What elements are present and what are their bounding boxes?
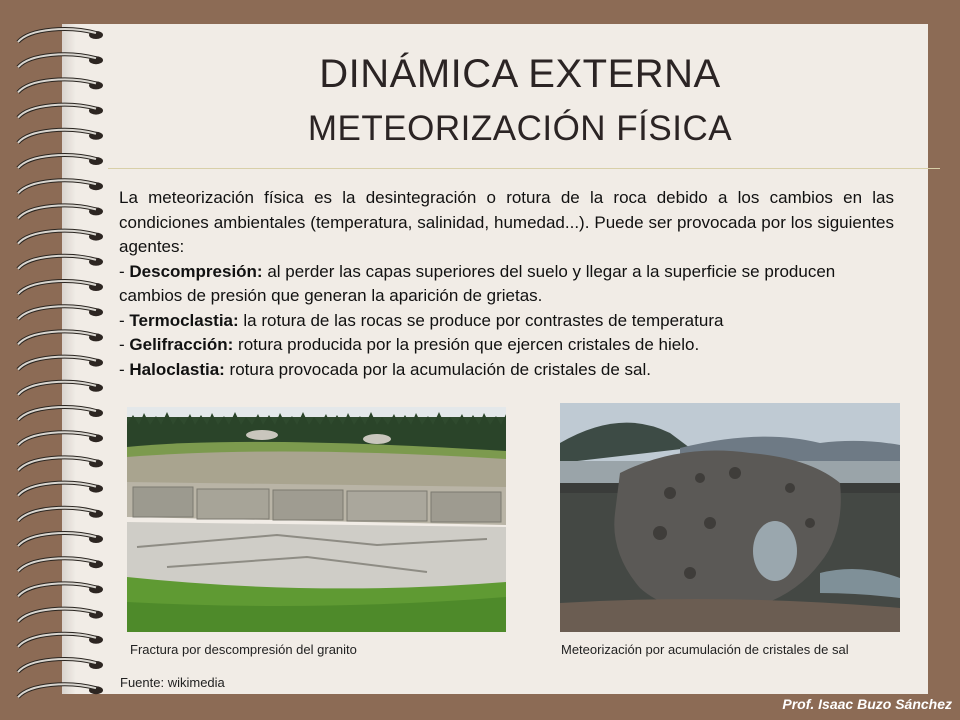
agent-item-descompresion [119, 260, 894, 309]
salt-caption: Meteorización por acumulación de cristales de sal [561, 642, 849, 657]
agent-prefix: - [119, 359, 130, 379]
agent-prefix: - [119, 261, 130, 281]
author-credit: Prof. Isaac Buzo Sánchez [782, 696, 952, 712]
spiral-ring [18, 29, 103, 42]
spiral-ring [18, 205, 103, 218]
spiral-ring [18, 483, 103, 496]
agent-description: rotura producida por la presión que ejercen cristales de hielo. [233, 335, 700, 354]
agent-item-haloclastia [119, 358, 894, 383]
spiral-ring [18, 281, 103, 294]
spiral-ring [18, 231, 103, 244]
spiral-ring [18, 105, 103, 118]
spiral-ring [18, 583, 103, 596]
spiral-ring [18, 256, 103, 269]
agent-term: Haloclastia: [129, 359, 225, 379]
spiral-ring [18, 684, 103, 697]
spiral-ring [18, 382, 103, 395]
agent-prefix: - [119, 310, 130, 330]
spiral-ring [18, 306, 103, 319]
image-source: Fuente: wikimedia [120, 675, 225, 690]
spiral-binding [0, 0, 110, 720]
spiral-ring [18, 533, 103, 546]
spiral-ring [18, 130, 103, 143]
spiral-ring [18, 508, 103, 521]
spiral-ring [18, 79, 103, 92]
agent-description: al perder las capas superiores del suelo y llegar a la superficie se producen cambios de presión que generan la aparición de grietas. [119, 261, 836, 305]
title-divider [108, 168, 940, 169]
slide-title: DINÁMICA EXTERNA [319, 52, 721, 96]
spiral-ring [18, 634, 103, 647]
agent-term: Gelifracción: [129, 335, 234, 354]
spiral-ring [18, 331, 103, 344]
spiral-ring [18, 357, 103, 370]
body-text [119, 186, 894, 382]
spiral-ring [18, 407, 103, 420]
spiral-ring [18, 155, 103, 168]
agent-description: rotura provocada por la acumulación de cristales de sal. [224, 359, 651, 379]
agent-item-termoclastia [119, 309, 894, 334]
agent-term: Descompresión: [129, 261, 263, 281]
agent-term: Termoclastia: [129, 310, 239, 330]
spiral-ring [18, 54, 103, 67]
spiral-ring [18, 558, 103, 571]
slide-subtitle: METEORIZACIÓN FÍSICA [307, 109, 733, 148]
granite-caption: Fractura por descompresión del granito [130, 642, 357, 657]
granite-photo [127, 407, 506, 632]
agent-prefix: - [119, 335, 130, 354]
spiral-ring [18, 659, 103, 672]
agent-item-gelifraccion [119, 333, 894, 358]
spiral-ring [18, 432, 103, 445]
spiral-ring [18, 609, 103, 622]
salt-weathering-photo [560, 403, 900, 632]
spiral-ring [18, 457, 103, 470]
agent-description: la rotura de las rocas se produce por contrastes de temperatura [238, 310, 724, 330]
spiral-ring [18, 180, 103, 193]
intro-paragraph: La meteorización física es la desintegración o rotura de la roca debido a los cambios en las condiciones ambientales (temperatura, salinidad, humedad...). Puede ser provocada por los siguientes agentes: [119, 188, 894, 256]
